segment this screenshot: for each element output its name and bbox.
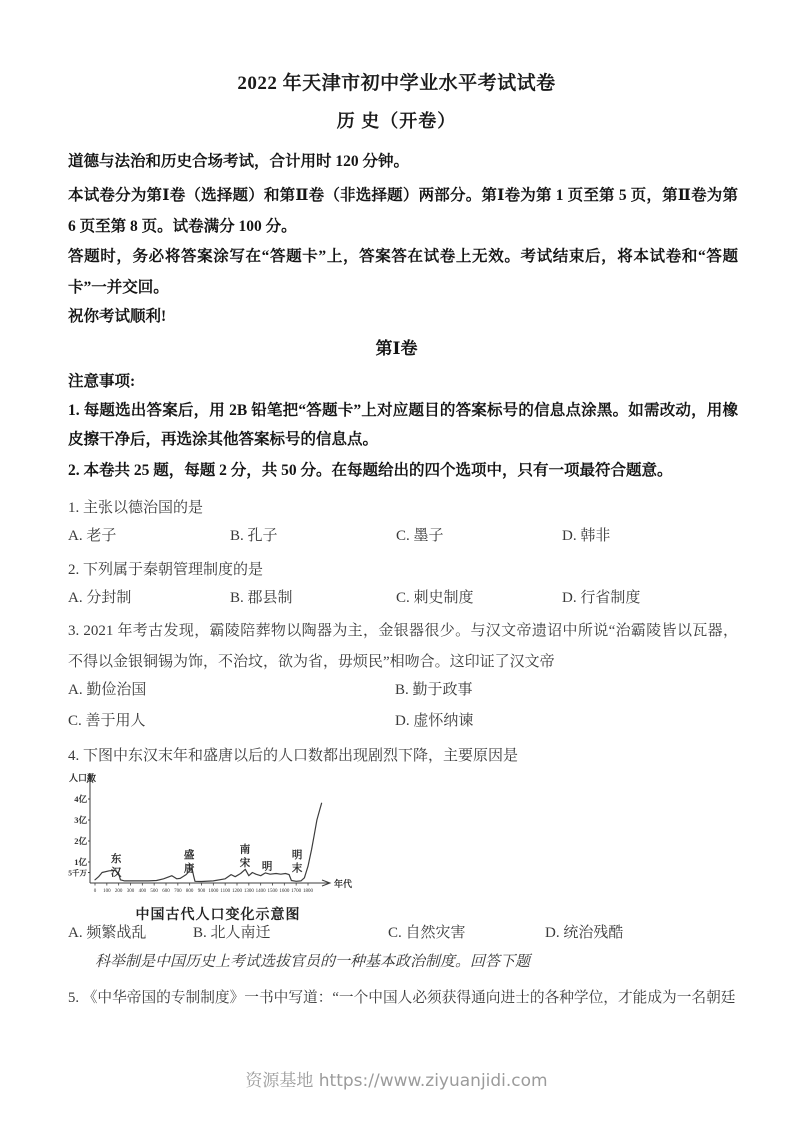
footer-site-name: 资源基地 — [245, 1071, 314, 1091]
option-3a: A. 勤俭治国 — [68, 682, 147, 698]
notice-good-luck: 祝你考试顺利! — [68, 308, 167, 325]
instruction-item-2: 2. 本卷共 25 题，每题 2 分，共 50 分。在每题给出的四个选项中，只有一项最符合题意。 — [68, 462, 673, 479]
population-chart-svg — [68, 770, 368, 898]
option-2b: B. 郡县制 — [230, 590, 293, 606]
svg-text:年代: 年代 — [334, 879, 353, 889]
question-4-number: 4. — [68, 748, 80, 764]
svg-text:900: 900 — [197, 889, 206, 894]
svg-text:0: 0 — [93, 889, 97, 894]
svg-text:3亿: 3亿 — [74, 815, 87, 825]
option-4c: C. 自然灾害 — [388, 925, 466, 941]
svg-text:1700: 1700 — [291, 889, 302, 894]
svg-text:明末: 明末 — [291, 849, 303, 875]
svg-text:600: 600 — [162, 889, 170, 894]
svg-text:5千万: 5千万 — [68, 868, 87, 878]
option-2a: A. 分封制 — [68, 590, 132, 606]
svg-text:400: 400 — [138, 889, 147, 894]
instruction-item-1: 1. 每题选出答案后，用 2B 铅笔把“答题卡”上对应题目的答案标号的信息点涂黑。如需改动，用橡皮擦干净后，再选涂其他答案标号的信息点。 — [68, 402, 738, 448]
svg-text:东汉: 东汉 — [110, 854, 122, 879]
svg-text:300: 300 — [126, 889, 135, 894]
lead-in-text: 科举制是中国历史上考试选拔官员的一种基本政治制度。回答下题 — [95, 954, 531, 970]
question-1 — [68, 493, 738, 524]
question-3-number: 3. — [68, 623, 80, 639]
svg-text:1200: 1200 — [232, 889, 242, 894]
question-3-options-row-1 — [68, 678, 738, 700]
question-2-options — [68, 586, 738, 608]
option-1a: A. 老子 — [68, 528, 117, 544]
svg-text:1300: 1300 — [243, 889, 254, 894]
question-3-text: 2021 年考古发现，霸陵陪葬物以陶器为主，金银器很少。与汉文帝遗诏中所说“治霸陵皆以瓦器，不得以金银铜锡为饰，不治坟，欲为省，毋烦民”相吻合。这印证了汉文帝 — [68, 623, 739, 670]
svg-text:2亿: 2亿 — [74, 836, 87, 846]
svg-text:4亿: 4亿 — [74, 794, 87, 804]
option-4d: D. 统治残酷 — [545, 925, 624, 941]
question-2 — [68, 555, 738, 586]
svg-text:明: 明 — [261, 861, 273, 873]
svg-text:1亿: 1亿 — [74, 857, 87, 867]
question-4-text: 下图中东汉末年和盛唐以后的人口数都出现剧烈下降，主要原因是 — [83, 748, 519, 764]
section-title-volume-1: 第Ⅰ卷 — [375, 339, 418, 358]
page-subtitle: 历 史（开卷） — [336, 111, 457, 131]
population-chart — [68, 770, 368, 924]
svg-text:南宋: 南宋 — [239, 844, 251, 869]
question-3 — [68, 616, 738, 678]
question-5-number: 5. — [68, 990, 80, 1006]
svg-text:人口数: 人口数 — [69, 773, 97, 783]
question-3-options-row-2 — [68, 709, 738, 731]
option-4a: A. 频繁战乱 — [68, 925, 147, 941]
question-1-text: 主张以德治国的是 — [83, 500, 204, 516]
question-2-number: 2. — [68, 562, 80, 578]
question-5 — [68, 983, 738, 1014]
question-5-text: 《中华帝国的专制制度》一书中写道：“一个中国人必须获得通向进士的各种学位，才能成为一名朝廷 — [82, 990, 736, 1006]
notice-paper-structure: 本试卷分为第Ⅰ卷（选择题）和第Ⅱ卷（非选择题）两部分。第Ⅰ卷为第 1 页至第 5 页，第Ⅱ卷为第 6 页至第 8 页。试卷满分 100 分。 — [68, 187, 738, 235]
notice-answer-sheet: 答题时，务必将答案涂写在“答题卡”上，答案答在试卷上无效。考试结束后，将本试卷和“答题卡”一并交回。 — [68, 248, 738, 296]
svg-text:盛唐: 盛唐 — [183, 849, 195, 875]
option-2d: D. 行省制度 — [562, 590, 641, 606]
svg-text:200: 200 — [114, 889, 123, 894]
svg-text:700: 700 — [174, 889, 182, 894]
notice-exam-duration: 道德与法治和历史合场考试，合计用时 120 分钟。 — [68, 153, 410, 170]
svg-text:100: 100 — [103, 889, 111, 894]
footer-url-link[interactable]: https://www.ziyuanjidi.com — [318, 1071, 548, 1091]
svg-text:1600: 1600 — [279, 889, 290, 894]
footer — [0, 1066, 793, 1091]
option-2c: C. 刺史制度 — [396, 590, 474, 606]
svg-text:1400: 1400 — [255, 889, 266, 894]
question-4 — [68, 741, 738, 772]
option-4b: B. 北人南迁 — [193, 925, 271, 941]
svg-text:500: 500 — [150, 889, 158, 894]
option-3c: C. 善于用人 — [68, 713, 146, 729]
option-3d: D. 虚怀纳谏 — [395, 713, 474, 729]
chart-title: 中国古代人口变化示意图 — [135, 908, 301, 923]
instructions-heading: 注意事项: — [68, 373, 136, 390]
question-4-options — [68, 921, 738, 943]
page-title: 2022 年天津市初中学业水平考试试卷 — [237, 73, 556, 94]
question-2-text: 下列属于秦朝管理制度的是 — [83, 562, 264, 578]
question-1-number: 1. — [68, 500, 80, 516]
svg-text:1100: 1100 — [220, 889, 231, 894]
option-3b: B. 勤于政事 — [395, 682, 473, 698]
option-1d: D. 韩非 — [562, 528, 611, 544]
svg-text:1500: 1500 — [267, 889, 278, 894]
svg-text:1800: 1800 — [303, 889, 313, 894]
svg-text:800: 800 — [185, 889, 194, 894]
question-1-options — [68, 524, 738, 546]
svg-text:1000: 1000 — [208, 889, 219, 894]
option-1c: C. 墨子 — [396, 528, 444, 544]
option-1b: B. 孔子 — [230, 528, 278, 544]
